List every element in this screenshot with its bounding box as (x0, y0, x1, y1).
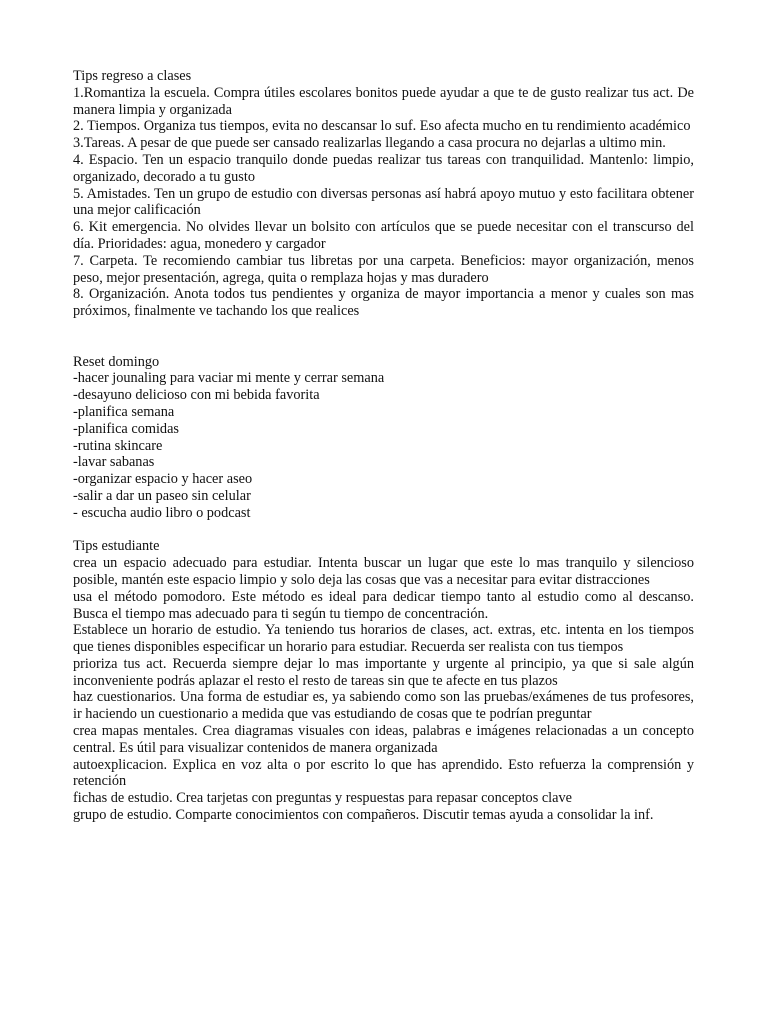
list-item: 6. Kit emergencia. No olvides llevar un bolsito con artículos que se puede necesitar con el transcurso del día. Prioridades: agua, monedero y cargador (73, 219, 694, 252)
list-item: - escucha audio libro o podcast (73, 504, 251, 521)
list-item: 3.Tareas. A pesar de que puede ser cansado realizarlas llegando a casa procura no dejarlas a ultimo min. (73, 135, 666, 152)
list-item: -salir a dar un paseo sin celular (73, 487, 251, 504)
section-heading: Reset domingo (73, 353, 160, 370)
list-item: -lavar sabanas (73, 454, 155, 471)
blank-line (73, 522, 694, 539)
list-item: 7. Carpeta. Te recomiendo cambiar tus libretas por una carpeta. Beneficios: mayor organización, menos peso, mejor presentación, agrega, quita o remplaza hojas y mas duradero (73, 252, 694, 286)
section-heading: Tips estudiante (73, 538, 160, 555)
list-item: prioriza tus act. Recuerda siempre dejar lo mas importante y urgente al principio, ya que si sale algún inconveniente podrás aplazar el resto el resto de tareas sin que te afecte en tus plazos (73, 655, 694, 689)
blank-lines (73, 320, 694, 354)
list-item: Establece un horario de estudio. Ya teniendo tus horarios de clases, act. extras, etc. intenta en los tiempos que tienes disponibles especificar un horario para estudiar. Recuerda ser realista con tus tiempos (73, 622, 694, 656)
list-item: haz cuestionarios. Una forma de estudiar es, ya sabiendo como son las pruebas/exámenes de tus profesores, ir haciendo un cuestionario a medida que vas estudiando de cosas que te podrían preguntar (73, 689, 694, 723)
list-item: -organizar espacio y hacer aseo (73, 471, 253, 488)
list-item: 8. Organización. Anota todos tus pendientes y organiza de mayor importancia a menor y cuales son mas próximos, finalmente ve tachando los que realices (73, 286, 694, 320)
list-item: 5. Amistades. Ten un grupo de estudio con diversas personas así habrá apoyo mutuo y esto facilitara obtener una mejor calificación (73, 185, 694, 219)
list-item: -planifica semana (73, 403, 175, 420)
list-item: crea mapas mentales. Crea diagramas visuales con ideas, palabras e imágenes relacionadas a un concepto central. Es útil para visualizar contenidos de manera organizada (73, 723, 694, 756)
list-item: -planifica comidas (73, 420, 179, 437)
section-tips-regreso-a-clases (73, 68, 694, 320)
list-item: 4. Espacio. Ten un espacio tranquilo donde puedas realizar tus tareas con tranquilidad. Mantenlo: limpio, organizado, decorado a tu gusto (73, 151, 694, 185)
section-tips-estudiante (73, 538, 694, 824)
list-item: -rutina skincare (73, 437, 163, 454)
section-reset-domingo (73, 354, 694, 522)
list-item: autoexplicacion. Explica en voz alta o por escrito lo que has aprendido. Esto refuerza la comprensión y retención (73, 756, 694, 790)
list-item: 2. Tiempos. Organiza tus tiempos, evita no descansar lo suf. Eso afecta mucho en tu rendimiento académico (73, 118, 691, 135)
list-item: -hacer jounaling para vaciar mi mente y cerrar semana (73, 370, 385, 387)
document-page (73, 68, 694, 824)
list-item: -desayuno delicioso con mi bebida favorita (73, 387, 320, 404)
list-item: usa el método pomodoro. Este método es ideal para dedicar tiempo tanto al estudio como al descanso. Busca el tiempo mas adecuado para ti según tu tiempo de concentración. (73, 588, 694, 622)
list-item: grupo de estudio. Comparte conocimientos con compañeros. Discutir temas ayuda a consolidar la inf. (73, 807, 654, 824)
section-heading: Tips regreso a clases (73, 68, 192, 84)
list-item: fichas de estudio. Crea tarjetas con preguntas y respuestas para repasar conceptos clave (73, 790, 572, 807)
list-item: crea un espacio adecuado para estudiar. Intenta buscar un lugar que este lo mas tranquilo y silencioso posible, mantén este espacio limpio y solo deja las cosas que vas a necesitar para evitar distracciones (73, 555, 694, 588)
list-item: 1.Romantiza la escuela. Compra útiles escolares bonitos puede ayudar a que te de gusto realizar tus act. De manera limpia y organizada (73, 84, 694, 118)
